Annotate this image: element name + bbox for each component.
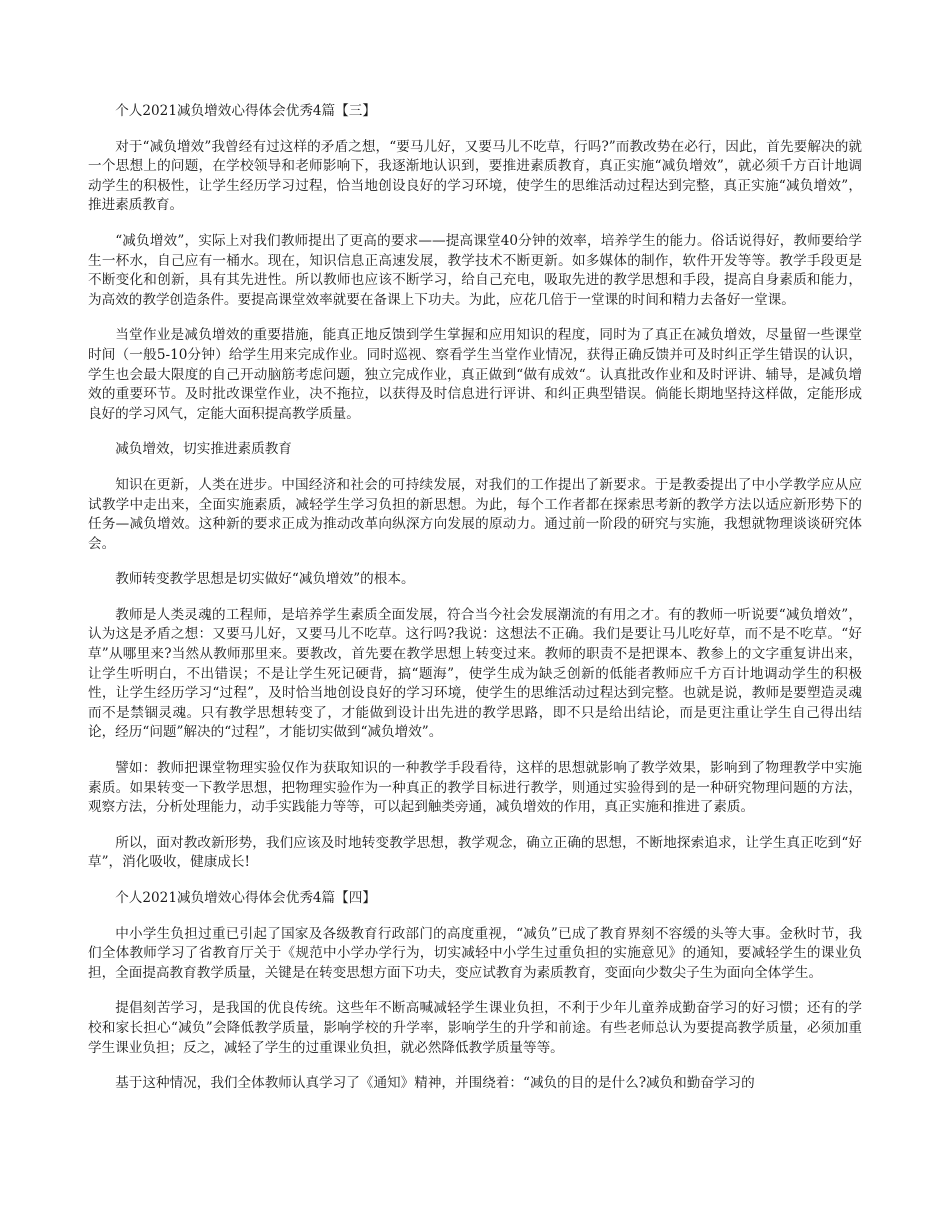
paragraph: 对于“减负增效”我曾经有过这样的矛盾之想，“要马儿好，又要马儿不吃草，行吗?”而教改势在必行，因此，首先要解决的就一个思想上的问题，在学校领导和老师影响下，我逐渐地认识到，要推进素质教育，真正实施“减负增效”，就必须千方百计地调动学生的积极性，让学生经历学习过程，恰当地创设良好的学习环境，使学生的思维活动过程达到完整，真正实施“减负增效”，推进素质教育。 [88, 138, 862, 214]
section-heading-three: 个人2021减负增效心得体会优秀4篇【三】 [115, 103, 376, 119]
paragraph: 减负增效，切实推进素质教育 [115, 441, 292, 458]
paragraph: 譬如：教师把课堂物理实验仅作为获取知识的一种教学手段看待，这样的思想就影响了教学效果，影响到了物理教学中实施素质。如果转变一下教学思想，把物理实验作为一种真正的教学目标进行教学，则通过实验得到的是一种研究物理问题的方法，观察方法，分析处理能力，动手实践能力等等，可以起到触类旁通，减负增效的作用，真正实施和推进了素质。 [88, 760, 862, 816]
paragraph: 当堂作业是减负增效的重要措施，能真正地反馈到学生掌握和应用知识的程度，同时为了真正在减负增效，尽量留一些课堂时间（一般5-10分钟）给学生用来完成作业。同时巡视、察看学生当堂作业情况，获得正确反馈并可及时纠正学生错误的认识，学生也会最大限度的自己开动脑筋考虑问题，独立完成作业，真正做到“做有成效“。认真批改作业和及时评讲、辅导，是减负增效的重要环节。及时批改课堂作业，决不拖拉，以获得及时信息进行评讲、和纠正典型错误。倘能长期地坚持这样做，定能形成良好的学习风气，定能大面积提高教学质量。 [88, 327, 862, 422]
paragraph: 所以，面对教改新形势，我们应该及时地转变教学思想，教学观念，确立正确的思想，不断地探索追求，让学生真正吃到“好草”，消化吸收，健康成长! [88, 834, 862, 871]
paragraph: 教师转变教学思想是切实做好“减负增效”的根本。 [115, 571, 415, 588]
section-heading-four: 个人2021减负增效心得体会优秀4篇【四】 [115, 890, 376, 906]
document-page [88, 102, 862, 1110]
paragraph: 知识在更新，人类在进步。中国经济和社会的可持续发展，对我们的工作提出了新要求。于是教委提出了中小学教学应从应试教学中走出来，全面实施素质，减轻学生学习负担的新思想。为此，每个工作者都在探索思考新的教学方法以适应新形势下的任务—减负增效。这种新的要求正成为推动改革向纵深方向发展的原动力。通过前一阶段的研究与实施，我想就物理谈谈研究体会。 [88, 476, 862, 552]
paragraph: 基于这种情况，我们全体教师认真学习了《通知》精神，并围绕着：“减负的目的是什么?减负和勤奋学习的 [115, 1075, 755, 1092]
paragraph: 教师是人类灵魂的工程师，是培养学生素质全面发展，符合当今社会发展潮流的有用之才。有的教师一听说要“减负增效”，认为这是矛盾之想：又要马儿好，又要马儿不吃草。这行吗?我说：这想法不正确。我们是要让马儿吃好草，而不是不吃草。“好草”从哪里来?当然从教师那里来。要教改，首先要在教学思想上转变过来。教师的职责不是把课本、教参上的文字重复讲出来，让学生听明白，不出错误；不是让学生死记硬背，搞“题海”，使学生成为缺乏创新的低能者教师应千方百计地调动学生的积极性，让学生经历学习“过程”，及时恰当地创设良好的学习环境，使学生的思维活动过程达到完整。也就是说，教师是要塑造灵魂而不是禁锢灵魂。只有教学思想转变了，才能做到设计出先进的教学思路，即不只是给出结论，而是更注重让学生自己得出结论，经历“问题”解决的“过程”，才能切实做到“减负增效”。 [88, 606, 862, 741]
paragraph: 中小学生负担过重已引起了国家及各级教育行政部门的高度重视，“减负”已成了教育界刻不容缓的头等大事。金秋时节，我们全体教师学习了省教育厅关于《规范中小学办学行为，切实减轻中小学生过重负担的实施意见》的通知，要减轻学生的课业负担，全面提高教育教学质量，关键是在转变思想方面下功夫，变应试教育为素质教育，变面向少数尖子生为面向全体学生。 [88, 925, 862, 981]
paragraph: 提倡刻苦学习，是我国的优良传统。这些年不断高喊减轻学生课业负担，不利于少年儿童养成勤奋学习的好习惯；还有的学校和家长担心“减负”会降低教学质量，影响学校的升学率，影响学生的升学和前途。有些老师总认为要提高教学质量，必须加重学生课业负担；反之，减轻了学生的过重课业负担，就必然降低教学质量等等。 [88, 1000, 862, 1056]
paragraph: “减负增效”，实际上对我们教师提出了更高的要求——提高课堂40分钟的效率，培养学生的能力。俗话说得好，教师要给学生一杯水，自己应有一桶水。现在，知识信息正高速发展，教学技术不断更新。如多媒体的制作，软件开发等等。教学手段更是不断变化和创新，具有其先进性。所以教师也应该不断学习，给自己充电，吸取先进的教学思想和手段，提高自身素质和能力，为高效的教学创造条件。要提高课堂效率就要在备课上下功夫。为此，应花几倍于一堂课的时间和精力去备好一堂课。 [88, 232, 862, 308]
